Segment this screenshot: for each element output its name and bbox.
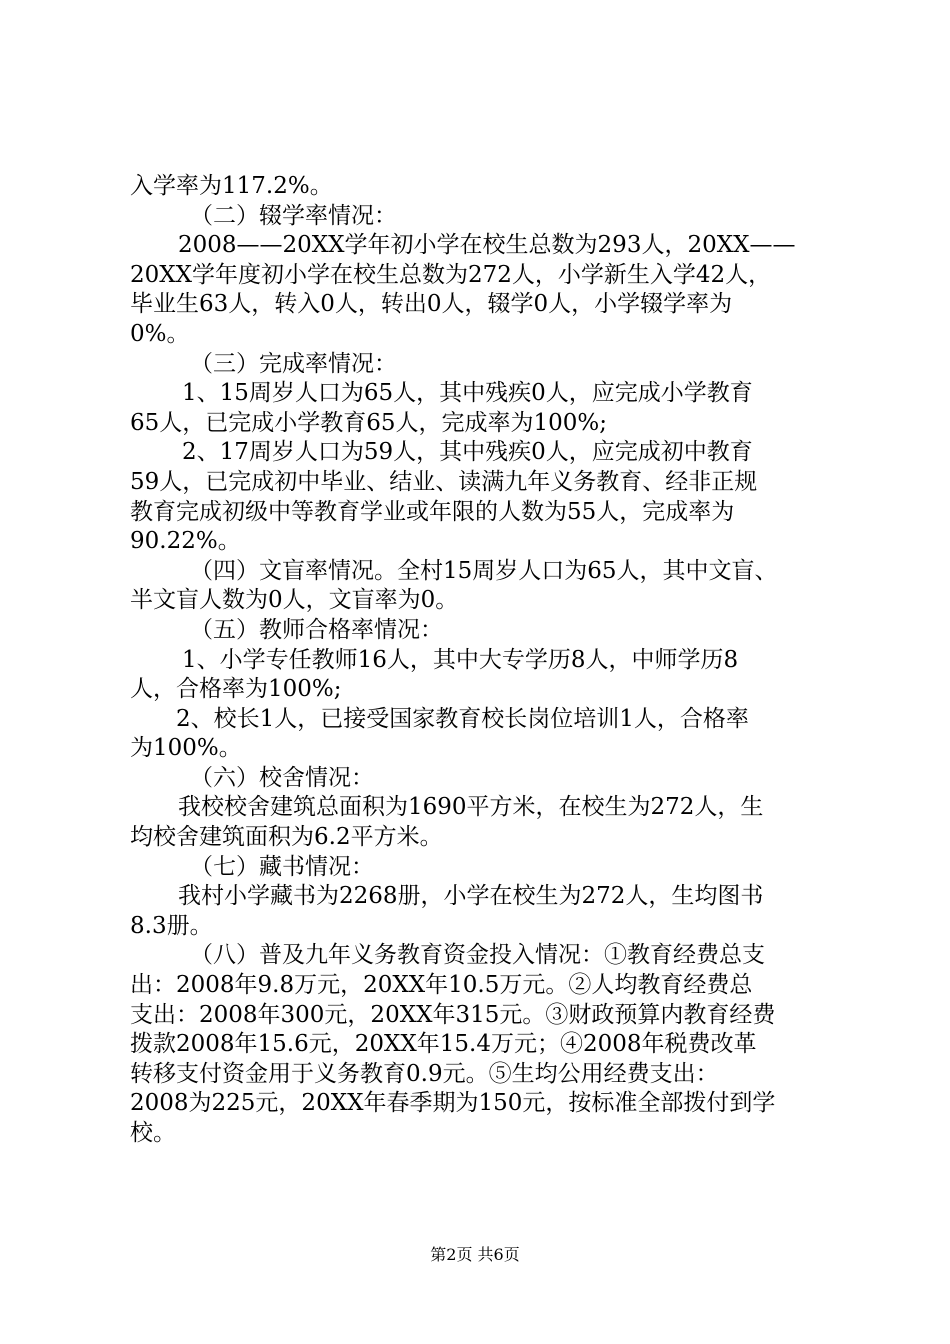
section-heading-completion: （三）完成率情况：	[190, 350, 397, 377]
section-heading-library: （七）藏书情况：	[190, 853, 374, 880]
text-line: 59人，已完成初中毕业、结业、读满九年义务教育、经非正规	[130, 468, 758, 495]
text-line: 2008为225元，20XX年春季期为150元，按标准全部拨付到学	[130, 1090, 776, 1117]
text-line: 2、17周岁人口为59人，其中残疾0人，应完成初中教育	[182, 439, 753, 466]
text-line: 0%。	[130, 320, 190, 347]
section-heading-dropout: （二）辍学率情况：	[190, 202, 397, 229]
text-line: 入学率为117.2%。	[130, 173, 333, 199]
section-heading-teachers: （五）教师合格率情况：	[190, 616, 443, 643]
text-line: 65人，已完成小学教育65人，完成率为100%;	[130, 409, 608, 436]
text-line: 2、校长1人，已接受国家教育校长岗位培训1人，合格率	[176, 705, 749, 732]
text-line: 半文盲人数为0人，文盲率为0。	[130, 587, 459, 614]
document-body	[130, 172, 830, 1149]
text-line: 我校校舍建筑总面积为1690平方米，在校生为272人，生	[178, 794, 764, 821]
section-heading-buildings: （六）校舍情况：	[190, 764, 374, 791]
text-line: 1、15周岁人口为65人，其中残疾0人，应完成小学教育	[182, 380, 753, 407]
text-line: 支出：2008年300元，20XX年315元。③财政预算内教育经费	[130, 1001, 776, 1028]
text-line: 出：2008年9.8万元，20XX年10.5万元。②人均教育经费总	[130, 972, 753, 999]
text-line: 我村小学藏书为2268册，小学在校生为272人，生均图书	[178, 883, 764, 910]
text-line: 1、小学专任教师16人，其中大专学历8人，中师学历8	[182, 646, 739, 673]
text-line: 均校舍建筑面积为6.2平方米。	[130, 824, 443, 851]
section-heading-illiteracy: （四）文盲率情况。全村15周岁人口为65人，其中文盲、	[190, 557, 778, 584]
text-line: 90.22%。	[130, 528, 241, 555]
text-line: 转移支付资金用于义务教育0.9元。⑤生均公用经费支出：	[130, 1060, 719, 1087]
page-number-footer: 第2页 共6页	[430, 1245, 520, 1264]
text-line: 为100%。	[130, 735, 242, 762]
text-line: 毕业生63人，转入0人，转出0人，辍学0人，小学辍学率为	[130, 291, 733, 318]
text-line: 20XX学年度初小学在校生总数为272人，小学新生入学42人，	[130, 261, 772, 288]
text-line: 教育完成初级中等教育学业或年限的人数为55人，完成率为	[130, 498, 735, 525]
text-line: 校。	[130, 1120, 176, 1146]
text-line: 人，合格率为100%;	[130, 676, 342, 703]
text-line: 拨款2008年15.6元，20XX年15.4万元；④2008年税费改革	[130, 1031, 757, 1058]
text-line: 8.3册。	[130, 912, 213, 939]
section-heading-funding: （八）普及九年义务教育资金投入情况：①教育经费总支	[190, 942, 765, 969]
text-line: 2008——20XX学年初小学在校生总数为293人，20XX——	[178, 232, 796, 259]
